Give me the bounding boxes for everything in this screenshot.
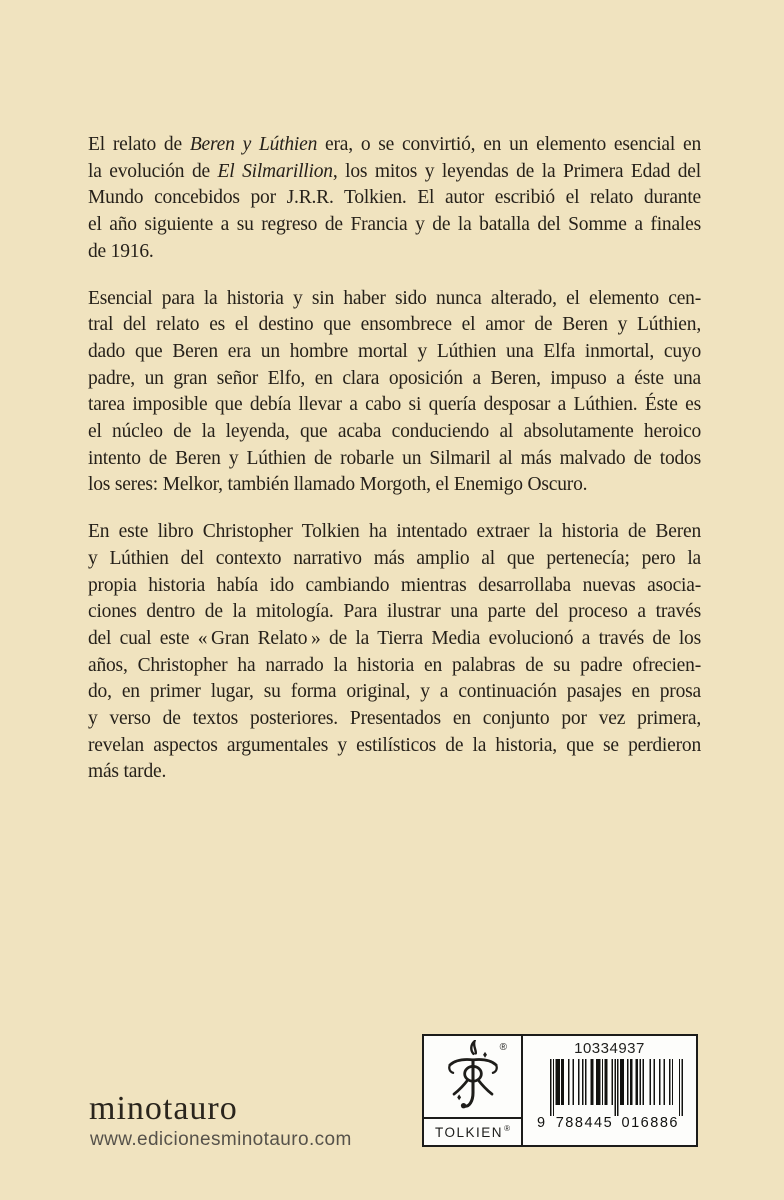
- text-line: y verso de textos posteriores. Presentados en conjunto por vez primera,: [88, 708, 701, 730]
- text-line: propia historia había ido cambiando mientras desarrollaba nuevas asocia-: [88, 574, 701, 596]
- barcode-top-number: 10334937: [574, 1040, 645, 1057]
- ean-barcode: [530, 1059, 690, 1129]
- paragraph: [88, 132, 701, 266]
- paragraph: [88, 519, 701, 786]
- text-line: intento de Beren y Lúthien de robarle un Silmaril al más malvado de todos: [88, 447, 701, 469]
- text-line: el núcleo de la leyenda, que acaba conduciendo al absolutamente heroico: [88, 421, 701, 443]
- text-line: de 1916.: [88, 240, 154, 262]
- text-line: tral del relato es el destino que ensombrece el amor de Beren y Lúthien,: [88, 314, 701, 336]
- text-line: los seres: Melkor, también llamado Morgoth, el Enemigo Oscuro.: [88, 474, 588, 496]
- text-line: En este libro Christopher Tolkien ha intentado extraer la historia de Beren: [88, 521, 701, 543]
- text-line: Esencial para la historia y sin haber sido nunca alterado, el elemento cen-: [88, 287, 701, 309]
- tolkien-brand-label: TOLKIEN: [435, 1124, 504, 1140]
- svg-text:016886: 016886: [621, 1115, 677, 1129]
- tolkien-monogram-icon: [442, 1040, 504, 1114]
- text-line: el año siguiente a su regreso de Francia y de la batalla del Somme a finales: [88, 214, 701, 236]
- text-line: y Lúthien del contexto narrativo más amplio al que pertenecía; pero la: [88, 547, 701, 569]
- svg-text:9: 9: [536, 1115, 545, 1129]
- text-line: más tarde.: [88, 761, 167, 783]
- barcode-panel: [422, 1034, 698, 1147]
- paragraph: [88, 286, 701, 500]
- barcode-cell: [523, 1036, 696, 1145]
- text-line: años, Christopher ha narrado la historia en palabras de su padre ofrecien-: [88, 654, 701, 676]
- text-line: Mundo concebidos por J.R.R. Tolkien. El autor escribió el relato durante: [88, 187, 701, 209]
- text-line: la evolución de El Silmarillion, los mitos y leyendas de la Primera Edad del: [88, 160, 701, 182]
- publisher-website: www.edicionesminotauro.com: [90, 1129, 352, 1150]
- text-line: revelan aspectos argumentales y estilísticos de la historia, que se perdieron: [88, 734, 701, 756]
- text-line: del cual este « Gran Relato » de la Tierra Media evolucionó a través de los: [88, 627, 701, 649]
- tolkien-logo-cell: [424, 1036, 523, 1145]
- text-line: El relato de Beren y Lúthien era, o se convirtió, en un elemento esencial en: [88, 134, 702, 155]
- text-line: padre, un gran señor Elfo, en clara oposición a Beren, impuso a éste una: [88, 367, 701, 389]
- text-line: tarea imposible que debía llevar a cabo si quería desposar a Lúthien. Éste es: [88, 394, 701, 416]
- registered-trademark-symbol: ®: [499, 1042, 507, 1053]
- synopsis-text: [88, 132, 701, 806]
- svg-text:788445: 788445: [555, 1115, 612, 1129]
- registered-trademark-symbol: ®: [504, 1123, 510, 1133]
- text-line: ciones dentro de la mitología. Para ilustrar una parte del proceso a través: [88, 601, 701, 623]
- text-line: do, en primer lugar, su forma original, y a continuación pasajes en prosa: [88, 681, 701, 703]
- publisher-logo: minotauro: [89, 1090, 238, 1127]
- tolkien-brand: [424, 1117, 521, 1145]
- text-line: dado que Beren era un hombre mortal y Lúthien una Elfa inmortal, cuyo: [88, 340, 701, 362]
